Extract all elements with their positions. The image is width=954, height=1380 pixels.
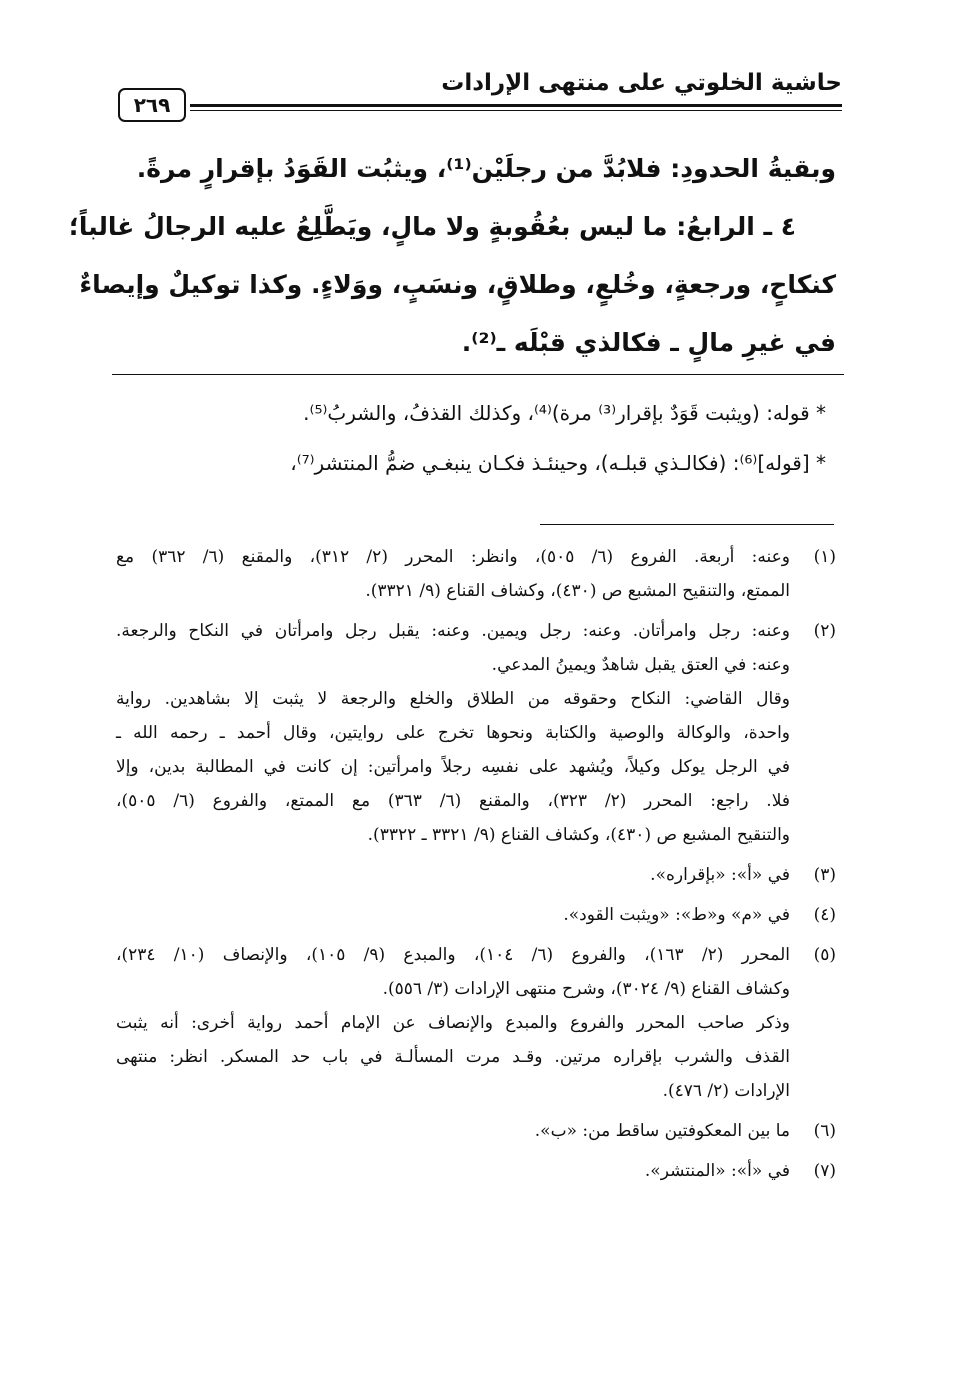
- main-text-line: وبقيةُ الحدودِ: فلابُدَّ من رجلَيْن⁽¹⁾، ويثبُت القَوَدُ بإقرارٍ مرةً.: [136, 154, 836, 183]
- footnote-line: في «أ»: «المنتشر».: [644, 1161, 790, 1181]
- main-text-line: كنكاحٍ، ورجعةٍ، وخُلعٍ، وطلاقٍ، ونسَبٍ، ووَلاءٍ. وكذا توكيلٌ وإيصاءٌ: [79, 270, 836, 299]
- footnote-line: في «م» و«ط»: «ويثبت القود».: [563, 905, 790, 925]
- footnote-number: (١): [813, 547, 836, 567]
- footnote-line: ما بين المعكوفتين ساقط من: «ب».: [534, 1121, 790, 1141]
- footnote-number: (٥): [813, 945, 836, 965]
- header-rule-thin: [190, 110, 842, 111]
- footnotes: [116, 540, 836, 1188]
- main-text: [68, 140, 836, 372]
- footnote-number: (٧): [813, 1161, 836, 1181]
- footnote-line: وعنه: في العتق يقبل شاهدٌ ويمينُ المدعي.: [491, 655, 790, 675]
- footnote-line: في الرجل يوكل وكيلاً، ويُشهد على نفسِه رجلاً وامرأتين: إن كانت في المطالبة بدين، وإلا: [116, 757, 790, 777]
- footnote-line: واحدة، والوكالة والوصية والكتابة ونحوها تخرج على روايتين، وقال أحمد ـ رحمه الله ـ: [116, 723, 790, 743]
- commentary-line: * قوله: (ويثبت قَوَدٌ بإقرار⁽³⁾ مرة)⁽⁴⁾، وكذلك القذفُ، والشربُ⁽⁵⁾.: [303, 401, 826, 425]
- footnote-line: فلا. راجع: المحرر (٢/ ٣٢٣)، والمقنع (٦/ ٣٦٣) مع الممتع، والفروع (٦/ ٥٠٥)،: [116, 791, 790, 811]
- footnote-7: [116, 1154, 836, 1188]
- footnote-number: (٢): [813, 621, 836, 641]
- footnote-line: وعنه: رجل وامرأتان. وعنه: رجل ويمين. وعنه: يقبل رجل وامرأتان في النكاح والرجعة.: [116, 621, 790, 641]
- footnote-6: [116, 1114, 836, 1148]
- commentary: [116, 388, 836, 488]
- footnote-3: [116, 858, 836, 892]
- footnote-line: الإرادات (٢/ ٤٧٦).: [662, 1081, 790, 1101]
- footnote-line: المحرر (٢/ ١٦٣)، والفروع (٦/ ١٠٤)، والمبدع (٩/ ١٠٥)، والإنصاف (١٠/ ٢٣٤)،: [116, 945, 790, 965]
- header-rule-thick: [190, 104, 842, 107]
- footnote-number: (٤): [813, 905, 836, 925]
- page-header: [118, 70, 842, 126]
- footnote-4: [116, 898, 836, 932]
- footnote-number: (٣): [813, 865, 836, 885]
- footnote-line: والتنقيح المشبع ص (٤٣٠)، وكشاف القناع (٩/ ٣٣٢١ ـ ٣٣٢٢).: [367, 825, 790, 845]
- page-number: ٢٦٩: [118, 88, 186, 122]
- main-text-separator: [112, 374, 844, 375]
- footnote-1: [116, 540, 836, 608]
- footnote-5: [116, 938, 836, 1108]
- footnote-separator: [540, 524, 834, 525]
- main-text-line: ٤ ـ الرابعُ: ما ليس بعُقُوبةٍ ولا مالٍ، ويَطَّلِعُ عليه الرجالُ غالباً؛: [68, 212, 796, 241]
- footnote-line: وعنه: أربعة. الفروع (٦/ ٥٠٥)، وانظر: المحرر (٢/ ٣١٢)، والمقنع (٦/ ٣٦٢) مع: [116, 547, 791, 567]
- footnote-number: (٦): [813, 1121, 836, 1141]
- footnote-line: وذكر صاحب المحرر والفروع والمبدع والإنصاف عن الإمام أحمد رواية أخرى: أنه يثبت: [116, 1013, 790, 1033]
- commentary-line: * [قوله]⁽⁶⁾: (فكالـذي قبلـه)، وحينئـذ فكـان ينبغـي ضمُّ المنتشر⁽⁷⁾،: [290, 451, 826, 475]
- footnote-line: وقال القاضي: النكاح وحقوقه من الطلاق والخلع والرجعة لا يثبت إلا بشاهدين. رواية: [116, 689, 790, 709]
- running-title: حاشية الخلوتي على منتهى الإرادات: [441, 70, 842, 96]
- footnote-line: القذف والشرب بإقراره مرتين. وقـد مرت المسألـة في باب حد المسكر. انظر: منتهى: [116, 1047, 790, 1067]
- footnote-2: [116, 614, 836, 852]
- footnote-line: وكشاف القناع (٩/ ٣٠٢٤)، وشرح منتهى الإرادات (٣/ ٥٥٦).: [382, 979, 790, 999]
- main-text-line: في غيرِ مالٍ ـ فكالذي قبْلَه ـ⁽²⁾.: [461, 328, 836, 357]
- footnote-line: الممتع، والتنقيح المشبع ص (٤٣٠)، وكشاف القناع (٩/ ٣٣٢١).: [365, 581, 790, 601]
- footnote-line: في «أ»: «بإقراره».: [650, 865, 790, 885]
